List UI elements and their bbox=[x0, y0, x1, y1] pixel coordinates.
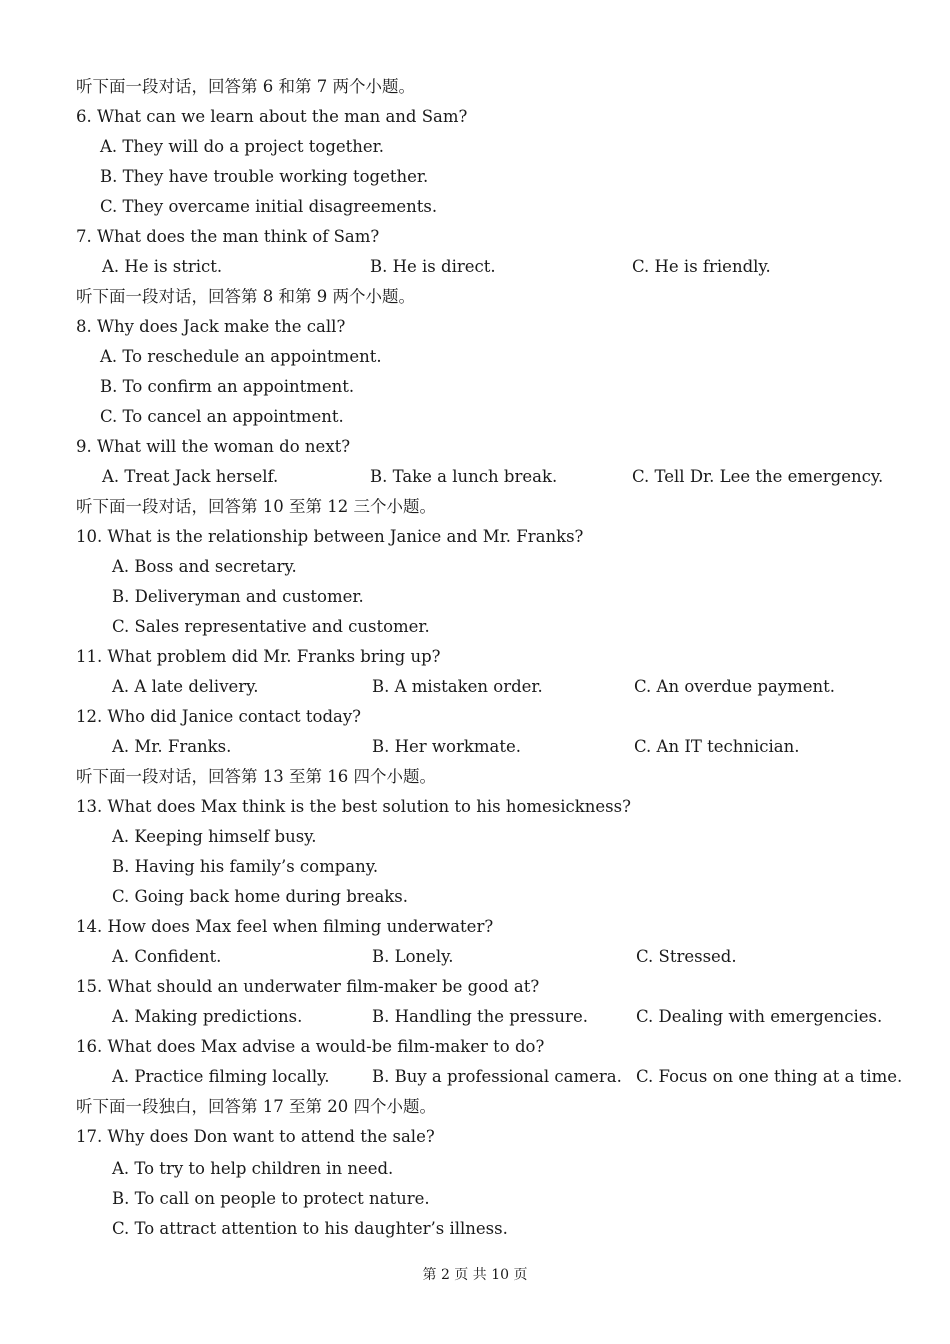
option-17b: B. To call on people to protect nature. bbox=[112, 1189, 430, 1208]
option-11a: A. A late delivery. bbox=[112, 677, 259, 696]
option-16a: A. Practice filming locally. bbox=[112, 1067, 330, 1086]
option-13c: C. Going back home during breaks. bbox=[112, 887, 409, 906]
option-14c: C. Stressed. bbox=[636, 947, 737, 966]
page-number: 第 2 页 共 10 页 bbox=[422, 1267, 528, 1283]
option-14b: B. Lonely. bbox=[372, 947, 454, 966]
option-7c: C. He is friendly. bbox=[632, 257, 771, 276]
question-14: 14. How does Max feel when filming underwater? bbox=[76, 917, 494, 936]
option-17c: C. To attract attention to his daughter’s illness. bbox=[112, 1219, 508, 1238]
option-17a: A. To try to help children in need. bbox=[112, 1159, 394, 1178]
option-7b: B. He is direct. bbox=[370, 257, 496, 276]
question-6: 6. What can we learn about the man and Sam? bbox=[76, 107, 468, 126]
section-instruction: 听下面一段对话，回答第 13 至第 16 四个小题。 bbox=[76, 767, 436, 786]
question-15: 15. What should an underwater film-maker be good at? bbox=[76, 977, 540, 996]
option-16c: C. Focus on one thing at a time. bbox=[636, 1067, 903, 1086]
section-instruction: 听下面一段独白，回答第 17 至第 20 四个小题。 bbox=[76, 1097, 436, 1116]
section-instruction: 听下面一段对话，回答第 8 和第 9 两个小题。 bbox=[76, 287, 415, 306]
option-13b: B. Having his family’s company. bbox=[112, 857, 379, 876]
option-10b: B. Deliveryman and customer. bbox=[112, 587, 364, 606]
option-8b: B. To confirm an appointment. bbox=[100, 377, 355, 396]
question-13: 13. What does Max think is the best solution to his homesickness? bbox=[76, 797, 631, 816]
question-10: 10. What is the relationship between Janice and Mr. Franks? bbox=[76, 527, 584, 546]
option-9b: B. Take a lunch break. bbox=[370, 467, 558, 486]
option-11b: B. A mistaken order. bbox=[372, 677, 543, 696]
question-12: 12. Who did Janice contact today? bbox=[76, 707, 362, 726]
option-10a: A. Boss and secretary. bbox=[112, 557, 297, 576]
option-15a: A. Making predictions. bbox=[112, 1007, 303, 1026]
option-16b: B. Buy a professional camera. bbox=[372, 1067, 622, 1086]
option-6c: C. They overcame initial disagreements. bbox=[100, 197, 438, 216]
option-12b: B. Her workmate. bbox=[372, 737, 521, 756]
option-12c: C. An IT technician. bbox=[634, 737, 800, 756]
option-13a: A. Keeping himself busy. bbox=[112, 827, 317, 846]
option-8c: C. To cancel an appointment. bbox=[100, 407, 344, 426]
option-9c: C. Tell Dr. Lee the emergency. bbox=[632, 467, 884, 486]
option-7a: A. He is strict. bbox=[102, 257, 223, 276]
question-7: 7. What does the man think of Sam? bbox=[76, 227, 380, 246]
option-15c: C. Dealing with emergencies. bbox=[636, 1007, 883, 1026]
option-6b: B. They have trouble working together. bbox=[100, 167, 429, 186]
section-instruction: 听下面一段对话，回答第 10 至第 12 三个小题。 bbox=[76, 497, 436, 516]
option-8a: A. To reschedule an appointment. bbox=[100, 347, 382, 366]
section-instruction: 听下面一段对话，回答第 6 和第 7 两个小题。 bbox=[76, 77, 415, 96]
question-9: 9. What will the woman do next? bbox=[76, 437, 351, 456]
question-11: 11. What problem did Mr. Franks bring up? bbox=[76, 647, 441, 666]
option-15b: B. Handling the pressure. bbox=[372, 1007, 588, 1026]
option-14a: A. Confident. bbox=[112, 947, 222, 966]
option-9a: A. Treat Jack herself. bbox=[102, 467, 279, 486]
question-17: 17. Why does Don want to attend the sale? bbox=[76, 1127, 435, 1146]
question-8: 8. Why does Jack make the call? bbox=[76, 317, 346, 336]
option-6a: A. They will do a project together. bbox=[100, 137, 385, 156]
option-11c: C. An overdue payment. bbox=[634, 677, 836, 696]
question-16: 16. What does Max advise a would-be film-maker to do? bbox=[76, 1037, 545, 1056]
option-10c: C. Sales representative and customer. bbox=[112, 617, 430, 636]
option-12a: A. Mr. Franks. bbox=[112, 737, 232, 756]
